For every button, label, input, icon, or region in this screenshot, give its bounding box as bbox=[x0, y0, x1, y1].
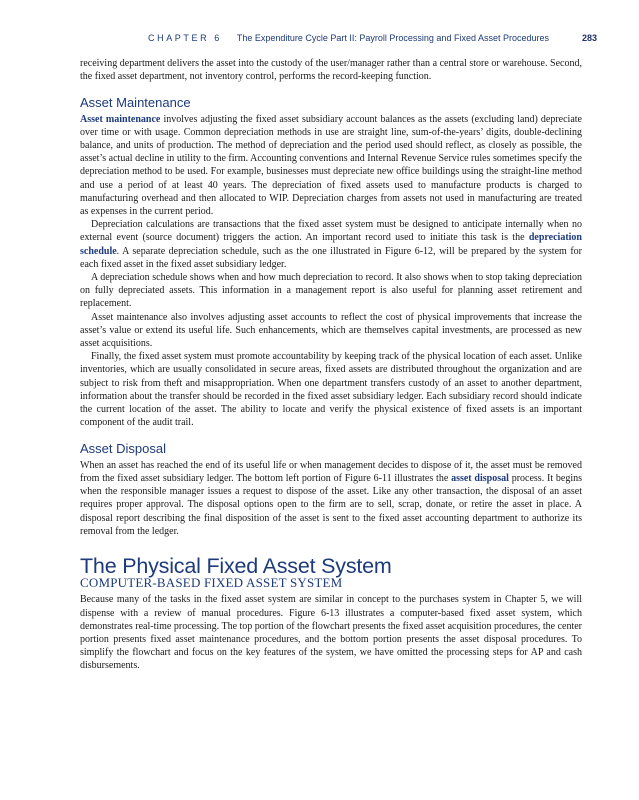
paragraph-text: . A separate depreciation schedule, such as the one illustrated in Figure 6-12, will be prepared by the system for each fixed asset in the fixed asset subsidiary ledger. bbox=[80, 245, 582, 270]
key-term: Asset maintenance bbox=[80, 113, 161, 125]
page-number: 283 bbox=[581, 33, 597, 43]
intro-paragraph: receiving department delivers the asset into the custody of the user/manager rather than a central store or warehouse. Second, the fixed asset department, not inventory control, performs the record-keeping function. bbox=[80, 58, 582, 83]
key-term: depreciation schedule bbox=[80, 232, 582, 257]
paragraph: Because many of the tasks in the fixed asset system are similar in concept to the purchases system in Chapter 5, we will dispense with a review of manual procedures. Figure 6-13 illustrates a computer-based fixed asset system, which demonstrates real-time processing. The top portion of the flowchart presents the fixed asset acquisition procedures, the center portion presents fixed asset maintenance procedures, and the bottom portion presents the asset disposal procedures. To simplify the flowchart and focus on the key features of the system, we have omitted the processing steps for AP and cash disbursements. bbox=[80, 594, 582, 672]
sub-heading: COMPUTER-BASED FIXED ASSET SYSTEM bbox=[80, 575, 343, 591]
running-title: The Expenditure Cycle Part II: Payroll Processing and Fixed Asset Procedures bbox=[236, 33, 549, 43]
section-heading-asset-disposal: Asset Disposal bbox=[80, 441, 166, 457]
running-header bbox=[80, 33, 597, 47]
paragraph-text: involves adjusting the fixed asset subsidiary account balances as the assets (excluding land) depreciate over time or with usage. Common depreciation methods in use are straight line, sum-of-the-years’ digits, double-declining balance, and units of production. The method of depreciation and the period used should reflect, as closely as possible, the asset’s actual decline in utility to the firm. Accounting conventions and Internal Revenue Service rules sometimes specify the depreciation method to be used. For example, businesses must depreciate new office buildings using the straight-line method and use a period of at least 40 years. The depreciation of fixed assets used to manufacture products is charged to manufacturing overhead and then allocated to WIP. Depreciation charges from assets not used in manufacturing are treated as expenses in the current period. bbox=[80, 113, 582, 218]
page-body bbox=[80, 57, 582, 673]
paragraph bbox=[80, 218, 582, 271]
paragraph bbox=[80, 113, 582, 219]
major-heading: The Physical Fixed Asset System bbox=[80, 553, 392, 578]
paragraph bbox=[80, 459, 582, 538]
section-heading-asset-maintenance: Asset Maintenance bbox=[80, 95, 191, 111]
key-term: asset disposal bbox=[451, 472, 509, 484]
paragraph-text: Depreciation calculations are transactions that the fixed asset system must be designed to anticipate internally when no external event (source document) triggers the action. An important record used to initiate this task is the bbox=[80, 219, 582, 244]
paragraph: A depreciation schedule shows when and how much depreciation to record. It also shows when to stop taking depreciation on fully depreciated assets. This information in a management report is also useful for planning asset retirement and replacement. bbox=[80, 272, 582, 310]
paragraph-text: process. It begins when the responsible manager issues a request to dispose of the asset. Like any other transaction, the disposal of an asset requires proper approval. The disposal options open to the firm are to sell, scrap, donate, or retire the asset in place. A disposal report describing the final disposition of the asset is sent to the fixed asset accounting department to authorize its removal from the ledger. bbox=[80, 472, 583, 537]
paragraph: Finally, the fixed asset system must promote accountability by keeping track of the physical location of each asset. Unlike inventories, which are usually consolidated in secure areas, fixed assets are distributed throughout the organization and are subject to risk from theft and misappropriation. When one department transfers custody of an asset to another department, information about the transfer should be recorded in the fixed asset subsidiary ledger. Each subsidiary record should indicate the current location of the asset. The ability to locate and verify the physical existence of fixed assets is an important component of the audit trail. bbox=[80, 351, 582, 429]
paragraph: Asset maintenance also involves adjusting asset accounts to reflect the cost of physical improvements that increase the asset’s value or extend its useful life. Such enhancements, which are themselves capital investments, are processed as new asset acquisitions. bbox=[80, 311, 582, 350]
paragraph-text: When an asset has reached the end of its useful life or when management decides to dispose of it, the asset must be removed from the fixed asset subsidiary ledger. The bottom left portion of Figure 6-11 illustrates the bbox=[80, 459, 582, 484]
chapter-label: CHAPTER 6 bbox=[148, 33, 222, 43]
